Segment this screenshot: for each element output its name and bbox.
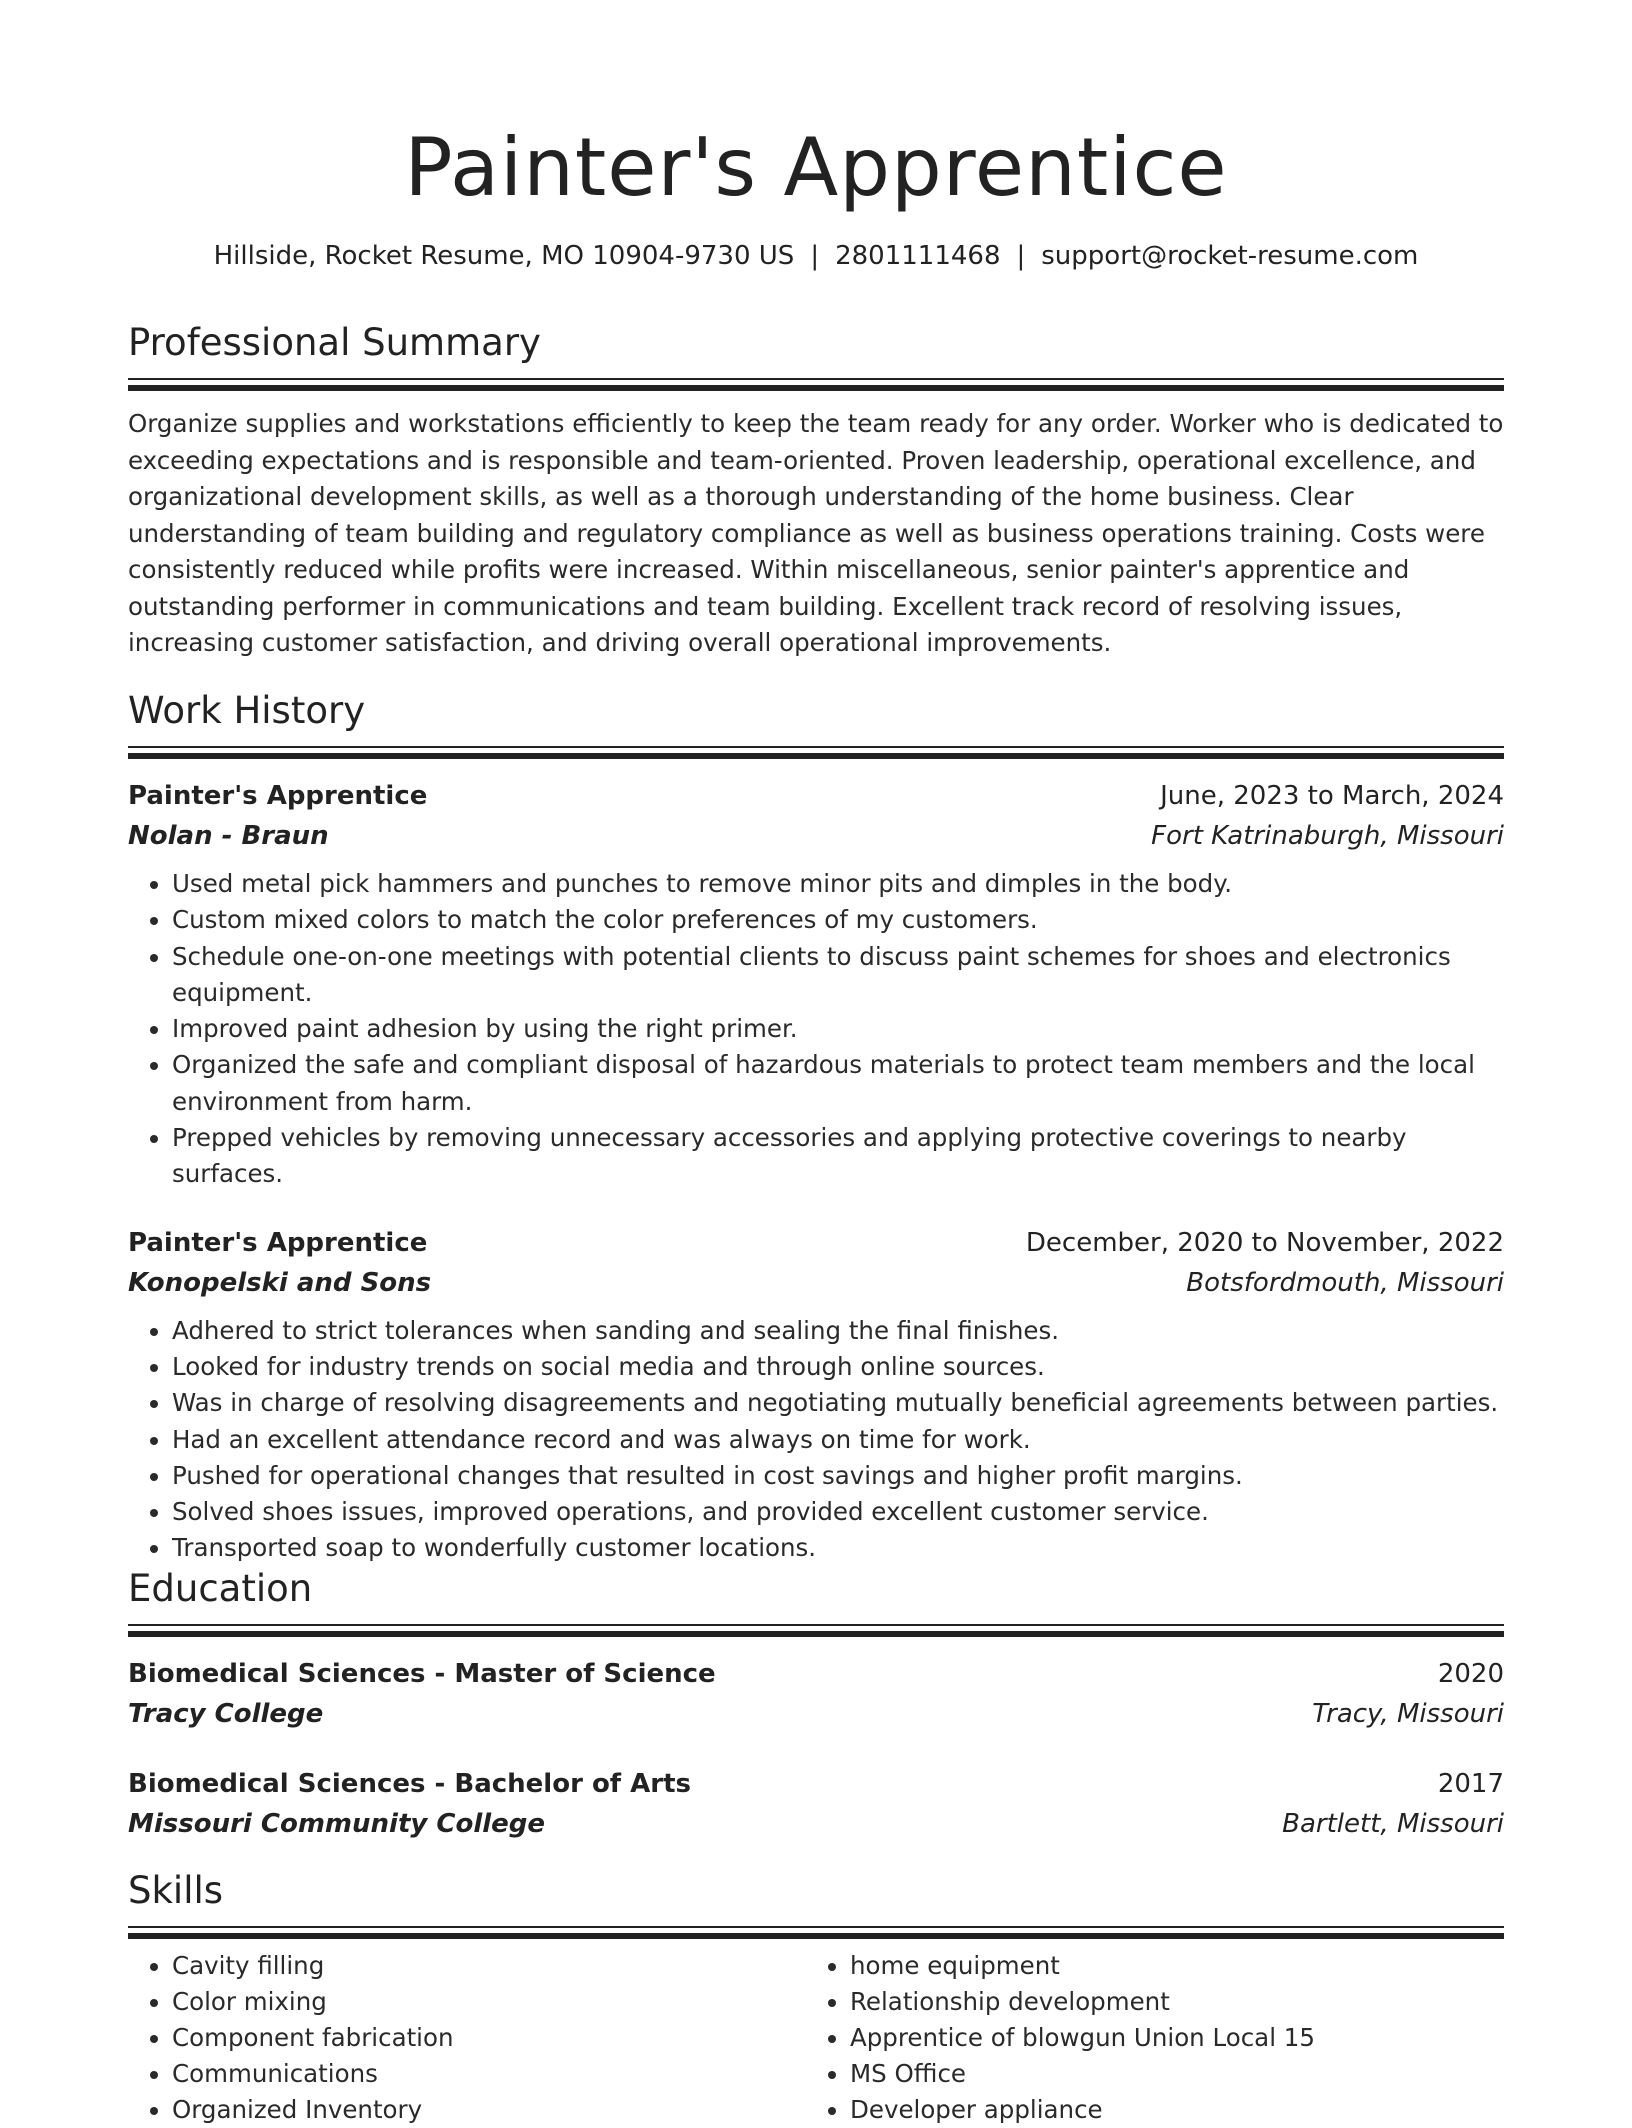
skill-item: • Developer appliance: [850, 2092, 1484, 2128]
list-item: • Was in charge of resolving disagreements and negotiating mutually beneficial agreements between parties.: [172, 1385, 1504, 1421]
summary-text: Organize supplies and workstations efficiently to keep the team ready for any order. Worker who is dedicated to exceeding expectations and is responsible and team-oriented. Proven leadership, operational excellence, and organizational development skills, as well as a thorough understanding of the home business. Clear understanding of team building and regulatory compliance as well as business operations training. Costs were consistently reduced while profits were increased. Within miscellaneous, senior painter's apprentice and outstanding performer in communications and team building. Excellent track record of resolving issues, increasing customer satisfaction, and driving overall operational improvements.: [128, 409, 1504, 657]
job-company-row: [128, 1263, 1504, 1303]
list-item: • Organized the safe and compliant disposal of hazardous materials to protect team members and the local environment from harm.: [172, 1047, 1504, 1120]
education-entry: [128, 1654, 1504, 1734]
skill-item: • Communications: [172, 2056, 806, 2092]
education-school-row: [128, 1804, 1504, 1844]
education-header-row: [128, 1764, 1504, 1804]
education-year: 2020: [1437, 1659, 1504, 1689]
job-entry: [128, 776, 1504, 1193]
list-item: • Pushed for operational changes that resulted in cost savings and higher profit margins.: [172, 1458, 1504, 1494]
list-item: • Custom mixed colors to match the color preferences of my customers.: [172, 902, 1504, 938]
skills-list-left: [128, 1948, 806, 2128]
job-company: Nolan - Braun: [128, 821, 329, 851]
skill-item: • MS Office: [850, 2056, 1484, 2092]
education-school: Tracy College: [128, 1699, 324, 1729]
list-item: • Adhered to strict tolerances when sanding and sealing the final finishes.: [172, 1313, 1504, 1349]
job-title: Painter's Apprentice: [128, 1227, 428, 1258]
job-company: Konopelski and Sons: [128, 1267, 432, 1298]
skill-item: • Color mixing: [172, 1984, 806, 2020]
contact-separator: |: [1016, 241, 1026, 271]
job-location: Botsfordmouth, Missouri: [1186, 1267, 1504, 1298]
work-history-section: [128, 686, 1504, 1567]
job-header-row: [128, 776, 1504, 816]
summary-section: [128, 318, 1504, 662]
contact-separator: |: [810, 241, 820, 271]
contact-address: Hillside, Rocket Resume, MO 10904-9730 US: [213, 241, 795, 271]
skill-item: • Apprentice of blowgun Union Local 15: [850, 2020, 1484, 2056]
section-title-summary: Professional Summary: [128, 321, 541, 364]
education-school-row: [128, 1694, 1504, 1734]
skill-item: • Organized Inventory: [172, 2092, 806, 2128]
skills-columns: [128, 1940, 1504, 2128]
section-title-work-history: Work History: [128, 689, 366, 732]
skill-item: • Component fabrication: [172, 2020, 806, 2056]
list-item: • Transported soap to wonderfully customer locations.: [172, 1530, 1504, 1566]
candidate-name: Painter's Apprentice: [404, 121, 1228, 214]
contact-phone: 2801111468: [835, 241, 1001, 271]
list-item: • Looked for industry trends on social media and through online sources.: [172, 1349, 1504, 1385]
job-dates: December, 2020 to November, 2022: [1025, 1227, 1504, 1258]
contact-line: [128, 238, 1504, 274]
section-divider: [128, 1624, 1504, 1638]
job-dates: June, 2023 to March, 2024: [1160, 781, 1504, 811]
section-divider: [128, 746, 1504, 760]
list-item: • Prepped vehicles by removing unnecessary accessories and applying protective coverings to nearby surfaces.: [172, 1120, 1504, 1193]
education-school: Missouri Community College: [128, 1809, 546, 1839]
list-item: • Solved shoes issues, improved operations, and provided excellent customer service.: [172, 1494, 1504, 1530]
list-item: • Improved paint adhesion by using the right primer.: [172, 1011, 1504, 1047]
section-divider: [128, 1926, 1504, 1940]
skills-list-right: [806, 1948, 1484, 2128]
skill-item: • home equipment: [850, 1948, 1484, 1984]
job-header-row: [128, 1223, 1504, 1263]
list-item: • Schedule one-on-one meetings with potential clients to discuss paint schemes for shoes and electronics equipment.: [172, 939, 1504, 1012]
job-entry: [128, 1223, 1504, 1567]
list-item: • Had an excellent attendance record and was always on time for work.: [172, 1422, 1504, 1458]
education-section: [128, 1564, 1504, 1844]
contact-email[interactable]: support@rocket-resume.com: [1041, 241, 1419, 271]
job-bullets: [128, 866, 1504, 1193]
education-location: Bartlett, Missouri: [1282, 1809, 1504, 1839]
section-title-education: Education: [128, 1567, 313, 1610]
education-header-row: [128, 1654, 1504, 1694]
education-entry: [128, 1764, 1504, 1844]
section-divider: [128, 378, 1504, 392]
education-location: Tracy, Missouri: [1312, 1699, 1504, 1729]
skills-section: [128, 1866, 1504, 2128]
education-degree: Biomedical Sciences - Bachelor of Arts: [128, 1769, 692, 1799]
job-title: Painter's Apprentice: [128, 781, 428, 811]
education-degree: Biomedical Sciences - Master of Science: [128, 1659, 716, 1689]
job-location: Fort Katrinaburgh, Missouri: [1151, 821, 1504, 851]
section-title-skills: Skills: [128, 1869, 224, 1912]
education-year: 2017: [1437, 1769, 1504, 1799]
list-item: • Used metal pick hammers and punches to remove minor pits and dimples in the body.: [172, 866, 1504, 902]
skill-item: • Relationship development: [850, 1984, 1484, 2020]
skill-item: • Cavity filling: [172, 1948, 806, 1984]
job-bullets: [128, 1313, 1504, 1567]
job-company-row: [128, 816, 1504, 856]
